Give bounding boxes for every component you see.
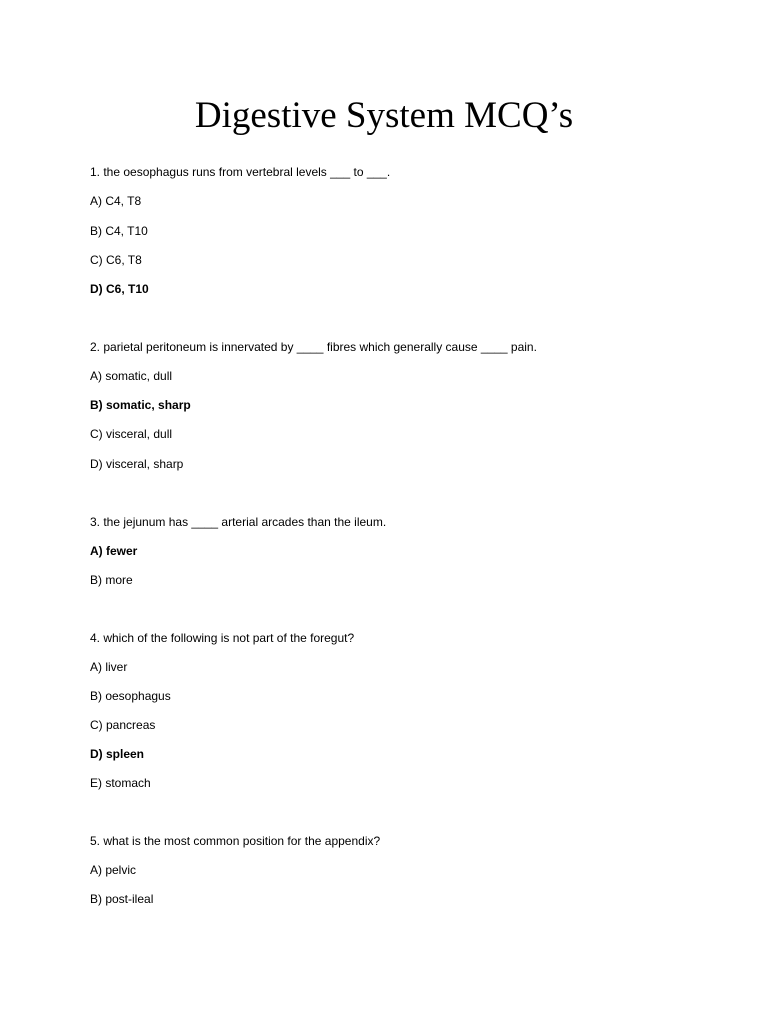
question-4-option-b: B) oesophagus: [90, 689, 171, 703]
question-3-option-b: B) more: [90, 573, 133, 587]
question-5-option-b: B) post-ileal: [90, 892, 154, 906]
question-2-text: 2. parietal peritoneum is innervated by ____ fibres which generally cause ____ pain.: [90, 340, 537, 354]
question-4-option-d: D) spleen: [90, 747, 145, 761]
question-3-option-a: A) fewer: [90, 544, 138, 558]
question-4-option-a: A) liver: [90, 660, 128, 674]
question-4-option-c: C) pancreas: [90, 718, 156, 732]
question-2-option-a: A) somatic, dull: [90, 369, 173, 383]
question-2-option-b: B) somatic, sharp: [90, 398, 191, 412]
question-2-option-d: D) visceral, sharp: [90, 457, 184, 471]
question-5-text: 5. what is the most common position for the appendix?: [90, 834, 381, 848]
question-1-option-b: B) C4, T10: [90, 224, 148, 238]
question-1-option-c: C) C6, T8: [90, 253, 142, 267]
page-title: Digestive System MCQ’s: [194, 95, 574, 136]
question-2-option-c: C) visceral, dull: [90, 427, 173, 441]
question-1-option-d: D) C6, T10: [90, 282, 149, 296]
question-3-text: 3. the jejunum has ____ arterial arcades than the ileum.: [90, 515, 387, 529]
question-1-option-a: A) C4, T8: [90, 194, 142, 208]
question-5-option-a: A) pelvic: [90, 863, 137, 877]
question-4-option-e: E) stomach: [90, 776, 151, 790]
question-4-text: 4. which of the following is not part of the foregut?: [90, 631, 355, 645]
question-1-text: 1. the oesophagus runs from vertebral levels ___ to ___.: [90, 165, 391, 179]
